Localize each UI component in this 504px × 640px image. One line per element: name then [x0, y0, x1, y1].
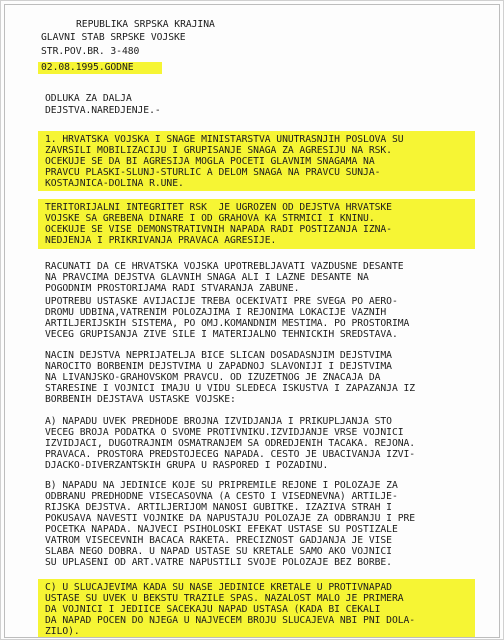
- subject-line: ODLUKA ZA DALJA: [45, 93, 132, 104]
- header-line: GLAVNI STAB SRPSKE VOJSKE: [41, 32, 186, 43]
- paragraph-2-line: OCEKUJE SE VISE DEMONSTRATIVNIH NAPADA RADI POSTIZANJA IZNA-: [45, 224, 392, 235]
- header-line: REPUBLIKA SRPSKA KRAJINA: [76, 19, 215, 30]
- paragraph-1-line: KOSTAJNICA-DOLINA R.UNE.: [45, 178, 184, 189]
- paragraph-2-line: NEDJENJA I PRIKRIVANJA PRAVACA AGRESIJE.: [45, 235, 277, 246]
- paragraph-1-line: 1. HRVATSKA VOJSKA I SNAGE MINISTARSTVA UNUTRASNJIH POSLOVA SU: [45, 134, 404, 145]
- item-b-line: SLABA NEGO DOBRA. U NAPAD USTASE SU KRETALE SAMO AKO VOJNICI: [45, 546, 392, 557]
- item-a-line: PRAVACA. PROSTORA PREDSTOJECEG NAPADA. CESTO JE UBACIVANJA IZVI-: [45, 449, 416, 460]
- paragraph-3-line: RACUNATI DA CE HRVATSKA VOJSKA UPOTREBLJAVATI VAZDUSNE DESANTE: [45, 261, 404, 272]
- paragraph-1-line: ZAVRSILI MOBILIZACIJU I GRUPISANJE SNAGA ZA AGRESIJU NA RSK.: [45, 145, 392, 156]
- paragraph-3-line: ARTILJERIJSKIH SISTEMA, PO OMJ.KOMANDNIM MESTIMA. PO PROSTORIMA: [45, 318, 410, 329]
- item-b-line: SU UPLASENI OD ART.VATRE NAPUSTILI SVOJE POLOZAJE BEZ BORBE.: [45, 557, 392, 568]
- item-a-line: A) NAPADU UVEK PREDHODE BROJNA IZVIDJANJA I PRIKUPLJANJA STO: [45, 416, 392, 427]
- paragraph-3-line: UPOTREBU USTASKE AVIJACIJE TREBA OCEKIVATI PRE SVEGA PO AERO-: [45, 296, 398, 307]
- paragraph-4-line: BORBENIH DEJSTAVA USTASKE VOJSKE:: [45, 394, 236, 405]
- paragraph-2-line: VOJSKE SA GREBENA DINARE I OD GRAHOVA KA STRMICI I KNINU.: [45, 213, 375, 224]
- item-b-line: B) NAPADU NA JEDINICE KOJE SU PRIPREMILE REJONE I POLOZAJE ZA: [45, 480, 398, 491]
- paragraph-4-line: STARESINE I VOJNICI IMAJU U VIDU SLEDECA ISKUSTVA I ZAPAZANJA IZ: [45, 383, 416, 394]
- paragraph-4-line: NACIN DEJSTVA NEPRIJATELJA BICE SLICAN DOSADASNJIM DEJSTVIMA: [45, 350, 392, 361]
- item-b-line: POKUSAVA NAVESTI VOJNIKE DA NAPUSTAJU POLOZAJE ZA ODBRANJU I PRE: [45, 513, 416, 524]
- item-c-line: DA NAPAD POCEN DO NJEGA U NAJVECEM BROJU SLUCAJEVA NBI PNI DOLA-: [45, 615, 416, 626]
- paragraph-2-line: TERITORIJALNI INTEGRITET RSK JE UGROZEN OD DEJSTVA HRVATSKE: [45, 202, 392, 213]
- item-c-line: C) U SLUCAJEVIMA KADA SU NASE JEDINICE KRETALE U PROTIVNAPAD: [45, 582, 392, 593]
- item-c-line: USTASE SU UVEK U BEKSTU TRAZILE SPAS. NAZALOST MALO JE PRIMERA: [45, 593, 404, 604]
- paragraph-3-line: DROMU UDBINA,VATRENIM POLOZAJIMA I REJONIMA LOKACIJE VAZNIH: [45, 307, 387, 318]
- subject-line: DEJSTVA.NAREDJENJE.-: [45, 105, 161, 116]
- header-line: STR.POV.BR. 3-480: [41, 46, 140, 57]
- item-c-line: DA VOJNICI I JEDIICE SACEKAJU NAPAD USTASA (KADA BI CEKALI: [45, 604, 381, 615]
- paragraph-3-line: VECEG GRUPISANJA ZIVE SILE I MATERIJALNO TEHNICKIH SREDSTAVA.: [45, 329, 398, 340]
- item-b-line: VATROM VISECEVNIH BACACA RAKETA. PRECIZNOST GADJANJA JE VISE: [45, 535, 392, 546]
- item-a-line: DJACKO-DIVERZANTSKIH GRUPA U RASPORED I POZADINU.: [45, 460, 329, 471]
- paragraph-1-line: PRAVCU PLASKI-SLUNJ-STURLIC A DELOM SNAGA NA PRAVCU SUNJA-: [45, 167, 381, 178]
- item-b-line: POCETKA NAPADA. NAJVECI PSIHOLOSKI EFEKAT USTASE SU POSTIZALE: [45, 524, 398, 535]
- item-a-line: IZVIDJACI, DUGOTRAJNIM OSMATRANJEM SA ODREDJENIH TACAKA. REJONA.: [45, 438, 416, 449]
- item-a-line: VECEG BROJA PODATKA O SVOME PROTIVNIKU.IZVIDJANJE VRSE VOJNICI: [45, 427, 404, 438]
- paragraph-1-line: OCEKUJE SE DA BI AGRESIJA MOGLA POCETI GLAVNIM SNAGAMA NA: [45, 156, 375, 167]
- paragraph-3-line: POGODNIM PROSTORIJAMA RADI STVARANJA ZABUNE.: [45, 283, 300, 294]
- paragraph-4-line: NA LIVANJSKO-GRAHOVSKOM PRAVCU. OD IZUZETNOG JE ZNACAJA DA: [45, 372, 381, 383]
- item-c-line: ZILO).: [45, 626, 80, 637]
- document-border: [4, 4, 500, 638]
- item-b-line: ODBRANU PREDHODNE VISECASOVNA (A CESTO I VISEDNEVNA) ARTILJE-: [45, 491, 398, 502]
- paragraph-3-line: NA PRAVCIMA DEJSTVA GLAVNIH SNAGA ALI I LAZNE DESANTE NA: [45, 272, 369, 283]
- item-b-line: RIJSKA DEJSTVA. ARTILJERIJOM NANOSI GUBITKE. IZAZIVA STRAH I: [45, 502, 392, 513]
- paragraph-4-line: NAROCITO BORBENIM DEJSTVIMA U ZAPADNOJ SLAVONIJI I DEJSTVIMA: [45, 361, 392, 372]
- document-date: 02.08.1995.GODNE: [41, 62, 134, 73]
